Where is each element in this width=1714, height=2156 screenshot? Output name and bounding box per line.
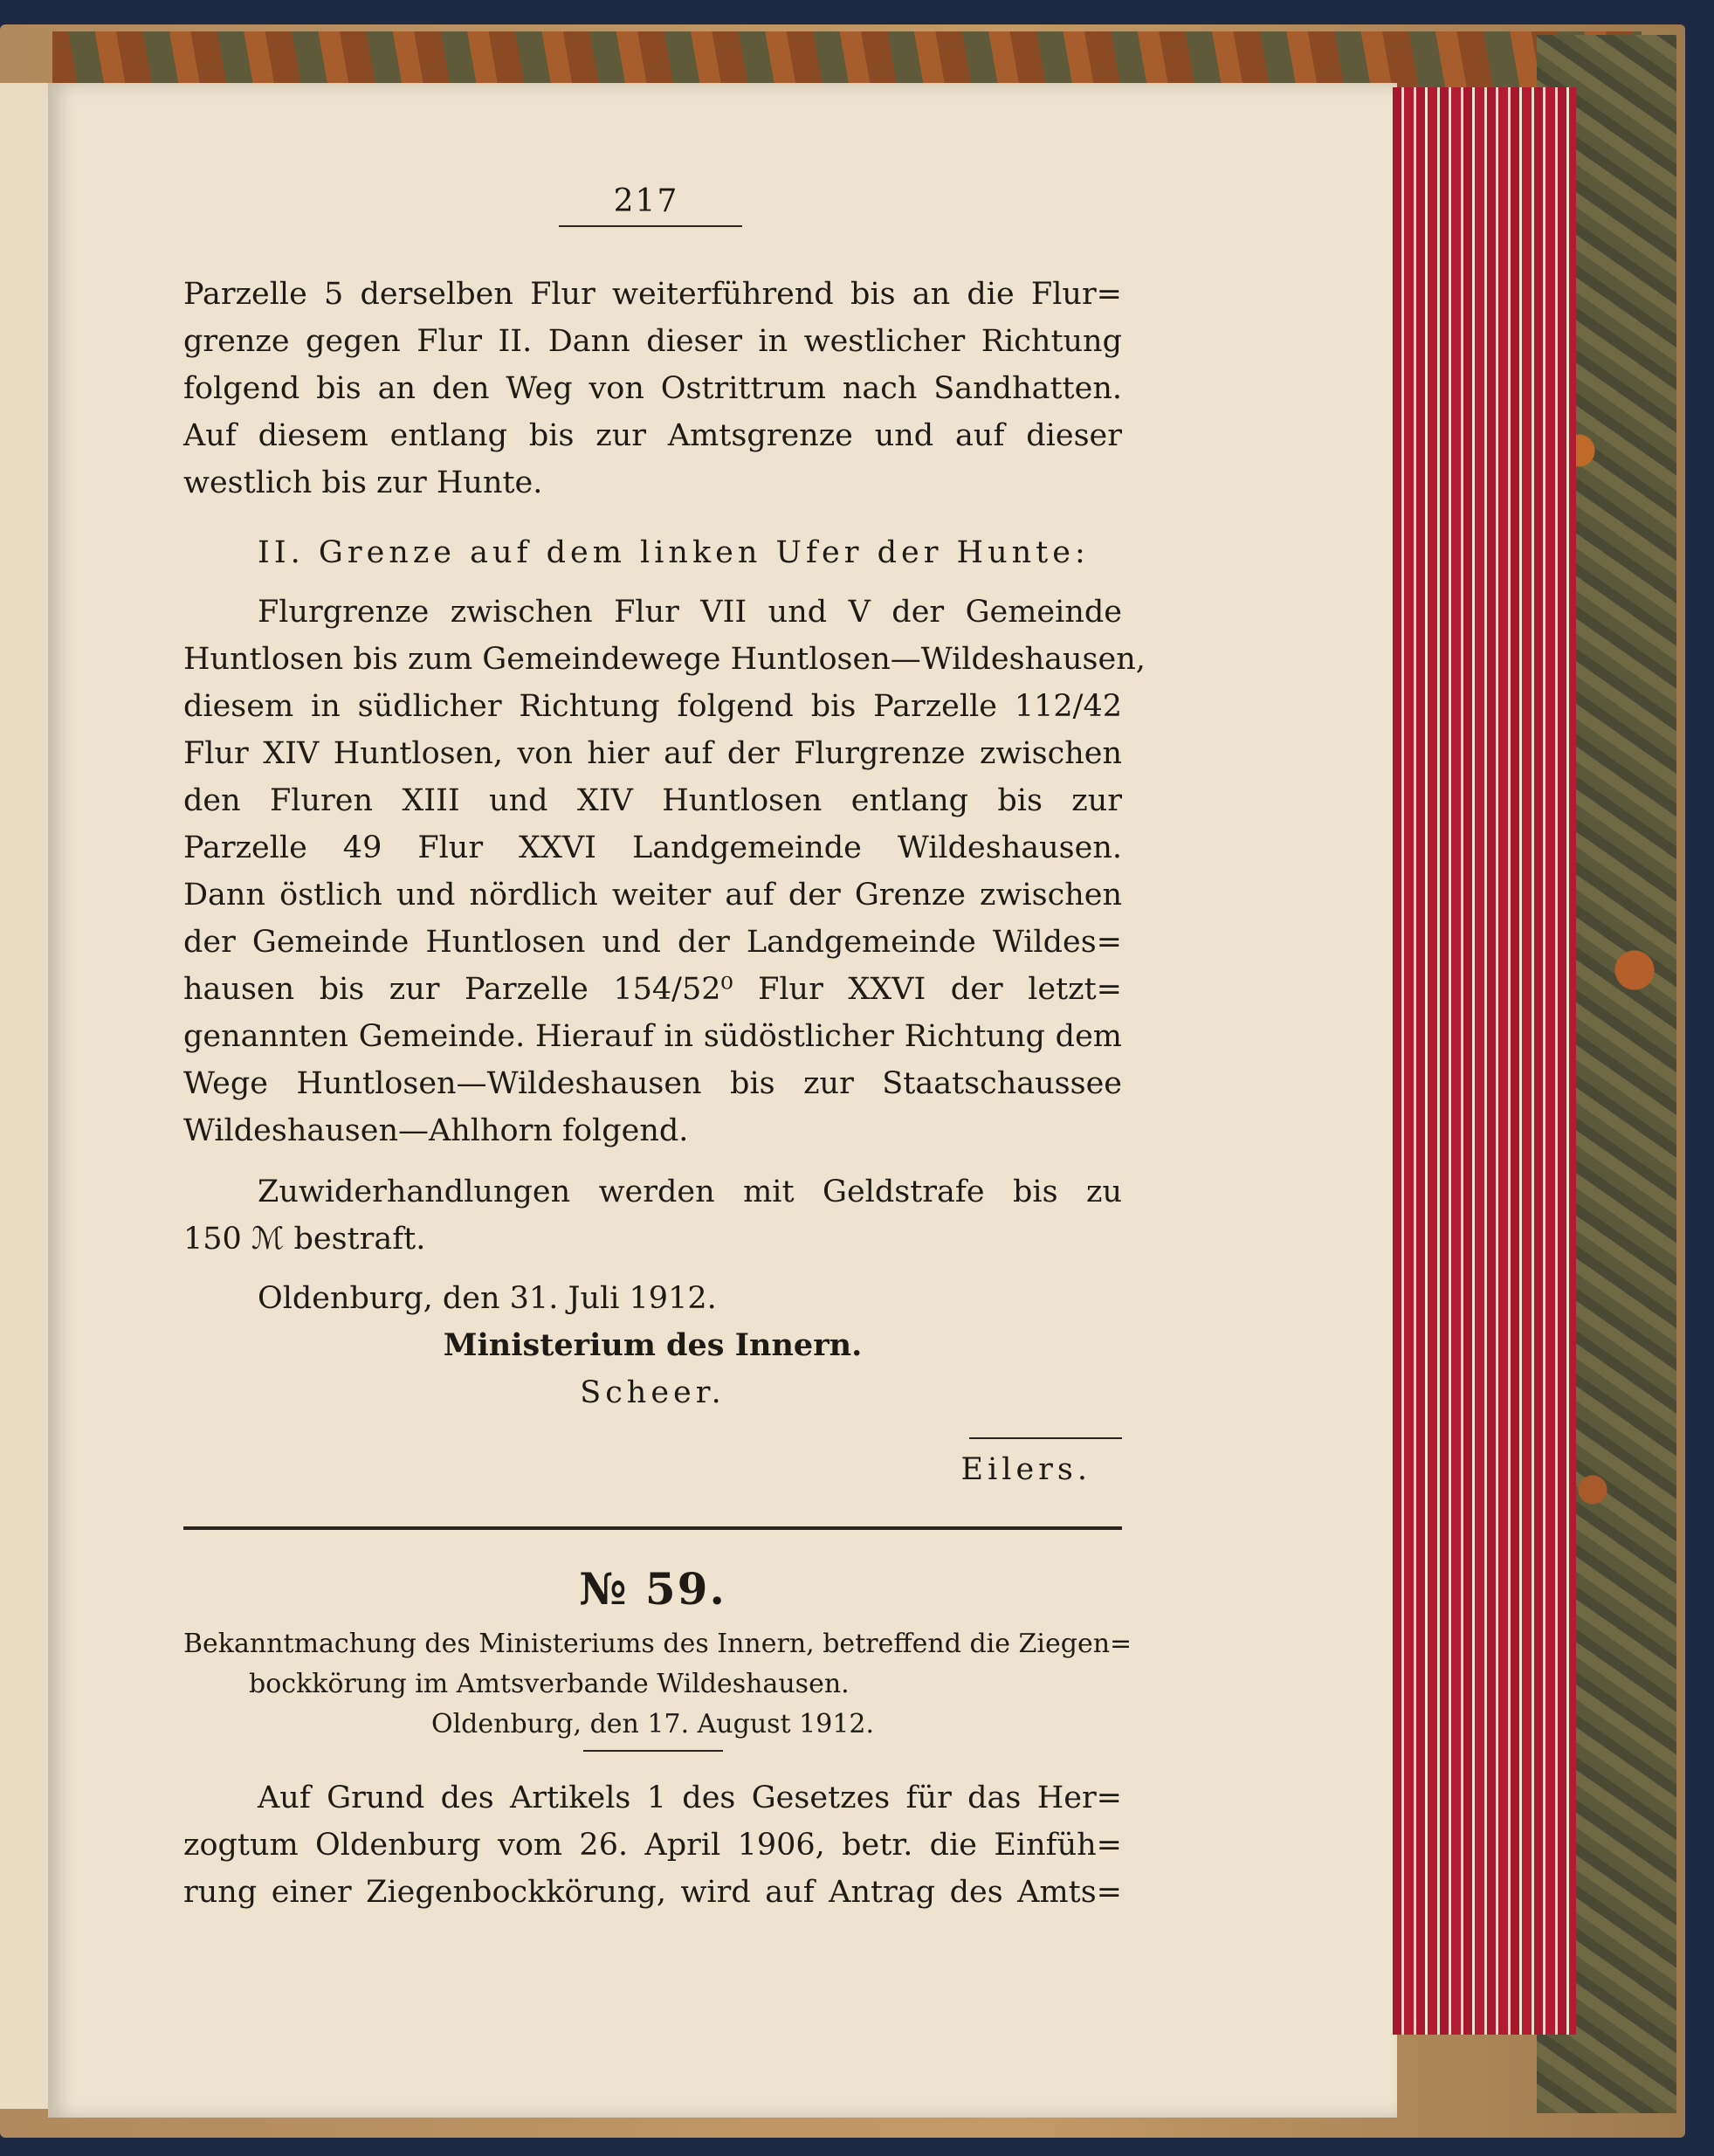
left-page-edge bbox=[0, 83, 52, 2109]
notice-body bbox=[183, 1774, 1122, 1916]
text-line: Auf diesem entlang bis zur Amtsgrenze und auf dieser bbox=[183, 418, 1122, 453]
ministry-name: Ministerium des Innern. bbox=[443, 1327, 863, 1363]
signer-scheer: Scheer. bbox=[580, 1375, 726, 1410]
notice-title-line: Bekanntmachung des Ministeriums des Innern, betreffend die Ziegen= bbox=[183, 1629, 1132, 1659]
text-line: Flurgrenze zwischen Flur VII und V der Gemeinde bbox=[258, 595, 1122, 630]
notice-title-block bbox=[183, 1624, 1132, 1745]
section2-heading: II. Grenze auf dem linken Ufer der Hunte: bbox=[258, 535, 1090, 570]
section-divider bbox=[183, 1526, 1122, 1530]
section1-paragraph bbox=[183, 271, 1122, 506]
text-line: 150 ℳ bestraft. bbox=[183, 1222, 426, 1257]
page-edges bbox=[1393, 87, 1576, 2035]
signature-rule bbox=[969, 1437, 1122, 1439]
text-line: Zuwiderhandlungen werden mit Geldstrafe bis zu bbox=[258, 1174, 1122, 1209]
text-line: zogtum Oldenburg vom 26. April 1906, betr. die Einfüh= bbox=[183, 1828, 1122, 1863]
signer-eilers: Eilers. bbox=[960, 1452, 1091, 1487]
text-line: westlich bis zur Hunte. bbox=[183, 465, 543, 500]
text-line: rung einer Ziegenbockkörung, wird auf Antrag des Amts= bbox=[183, 1875, 1122, 1910]
text-line: hausen bis zur Parzelle 154/52⁰ Flur XXVI der letzt= bbox=[183, 972, 1122, 1007]
text-line: der Gemeinde Huntlosen und der Landgemeinde Wildes= bbox=[183, 925, 1122, 960]
text-line: Huntlosen bis zum Gemeindewege Huntlosen—Wildeshausen, bbox=[183, 642, 1146, 677]
text-line: genannten Gemeinde. Hierauf in südöstlicher Richtung dem bbox=[183, 1019, 1122, 1054]
signature-block bbox=[183, 1275, 1122, 1416]
text-line: den Fluren XIII und XIV Huntlosen entlang bis zur bbox=[183, 783, 1122, 818]
text-line: Parzelle 49 Flur XXVI Landgemeinde Wildeshausen. bbox=[183, 830, 1122, 865]
penalty-paragraph bbox=[183, 1168, 1122, 1263]
notice-title-line: bockkörung im Amtsverbande Wildeshausen. bbox=[249, 1669, 850, 1699]
text-line: Flur XIV Huntlosen, von hier auf der Flurgrenze zwischen bbox=[183, 736, 1122, 771]
text-line: Parzelle 5 derselben Flur weiterführend bis an die Flur= bbox=[183, 277, 1122, 312]
place-date: Oldenburg, den 31. Juli 1912. bbox=[258, 1281, 717, 1316]
text-line: Wildeshausen—Ahlhorn folgend. bbox=[183, 1113, 689, 1148]
notice-number-block bbox=[183, 1559, 1122, 1620]
notice-rule bbox=[583, 1750, 723, 1752]
text-line: Dann östlich und nördlich weiter auf der Grenze zwischen bbox=[183, 878, 1122, 913]
section2-heading-block bbox=[183, 529, 1122, 576]
header-rule bbox=[559, 225, 742, 227]
text-line: Auf Grund des Artikels 1 des Gesetzes für das Her= bbox=[258, 1781, 1122, 1815]
section2-paragraph bbox=[183, 589, 1146, 1154]
text-line: Wege Huntlosen—Wildeshausen bis zur Staatschaussee bbox=[183, 1066, 1122, 1101]
notice-number: № 59. bbox=[579, 1563, 726, 1615]
notice-date: Oldenburg, den 17. August 1912. bbox=[430, 1709, 875, 1739]
signature-block-2 bbox=[183, 1446, 1122, 1493]
page-number: 217 bbox=[613, 183, 679, 219]
text-line: diesem in südlicher Richtung folgend bis Parzelle 112/42 bbox=[183, 689, 1122, 724]
text-line: folgend bis an den Weg von Ostrittrum nach Sandhatten. bbox=[183, 371, 1122, 406]
text-line: grenze gegen Flur II. Dann dieser in westlicher Richtung bbox=[183, 324, 1122, 359]
